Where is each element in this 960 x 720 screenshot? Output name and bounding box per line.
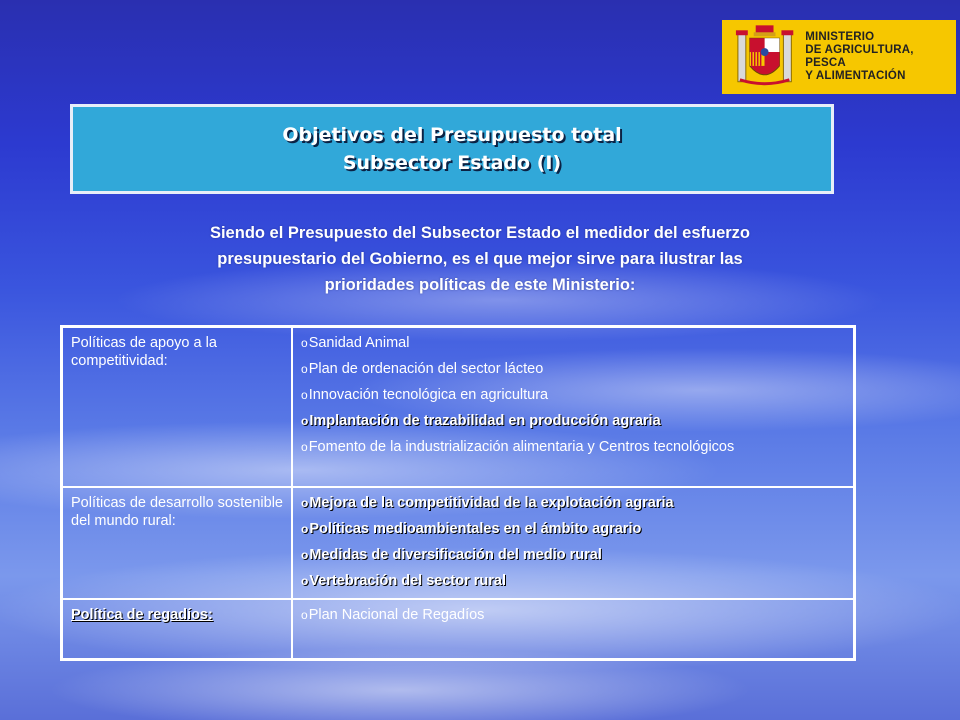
list-item (301, 546, 845, 564)
bullet-icon: o (301, 607, 308, 622)
intro-line2: presupuestario del Gobierno, es el que mejor sirve para ilustrar las (217, 250, 743, 268)
list-item-text: Medidas de diversificación del medio rural (309, 546, 602, 563)
slide-title-line2: Subsector Estado (I) (342, 152, 562, 174)
list-item-text: Plan de ordenación del sector lácteo (308, 361, 544, 377)
policy-items (292, 487, 855, 599)
list-item-text: Políticas medioambientales en el ámbito agrario (309, 520, 642, 537)
ministry-name (805, 31, 956, 83)
list-item (301, 520, 845, 538)
list-item (301, 606, 845, 624)
policy-items (292, 599, 855, 660)
list-item (301, 412, 845, 430)
policy-label-text: Políticas de apoyo a la competitividad: (71, 335, 217, 369)
bullet-icon: o (301, 495, 309, 510)
policy-label-text: Políticas de desarrollo sostenible del mundo rural: (71, 494, 283, 529)
list-item-text: Sanidad Animal (308, 335, 410, 351)
bullet-icon: o (301, 336, 308, 350)
list-item-text: Plan Nacional de Regadíos (308, 606, 485, 623)
list-item-text: Implantación de trazabilidad en producción agraria (309, 413, 661, 429)
list-item (301, 360, 845, 378)
coat-of-arms-icon (730, 22, 799, 92)
policy-label (62, 327, 293, 487)
policy-label (62, 487, 293, 599)
policies-table (60, 325, 856, 661)
bullet-icon: o (301, 521, 309, 536)
ministry-name-line1: MINISTERIO (805, 31, 875, 43)
bullet-icon: o (301, 440, 308, 454)
bullet-icon: o (301, 573, 309, 588)
bullet-icon: o (301, 414, 309, 428)
list-item (301, 334, 845, 352)
policy-label-text: Política de regadíos: (71, 606, 213, 623)
list-item (301, 438, 845, 456)
slide-title-line1: Objetivos del Presupuesto total (282, 124, 622, 146)
bullet-icon: o (301, 388, 308, 402)
list-item-text: Vertebración del sector rural (309, 572, 506, 589)
intro-line3: prioridades políticas de este Ministerio: (324, 276, 636, 294)
ministry-logo (722, 20, 956, 94)
list-item (301, 386, 845, 404)
policy-items (292, 327, 855, 487)
list-item-text: Innovación tecnológica en agricultura (308, 387, 549, 403)
ministry-name-line2: DE AGRICULTURA, PESCA (805, 44, 914, 69)
policy-label (62, 599, 293, 660)
list-item (301, 494, 845, 512)
intro-paragraph (70, 220, 890, 298)
table-row (62, 599, 855, 660)
table-row (62, 487, 855, 599)
table-row (62, 327, 855, 487)
slide-title-box (70, 104, 834, 194)
list-item-text: Mejora de la competitividad de la explotación agraria (309, 494, 674, 511)
bullet-icon: o (301, 547, 309, 562)
intro-line1: Siendo el Presupuesto del Subsector Estado el medidor del esfuerzo (209, 224, 751, 242)
bullet-icon: o (301, 362, 308, 376)
ministry-name-line3: Y ALIMENTACIÓN (805, 70, 906, 82)
list-item-text: Fomento de la industrialización alimentaria y Centros tecnológicos (308, 439, 735, 455)
list-item (301, 572, 845, 590)
